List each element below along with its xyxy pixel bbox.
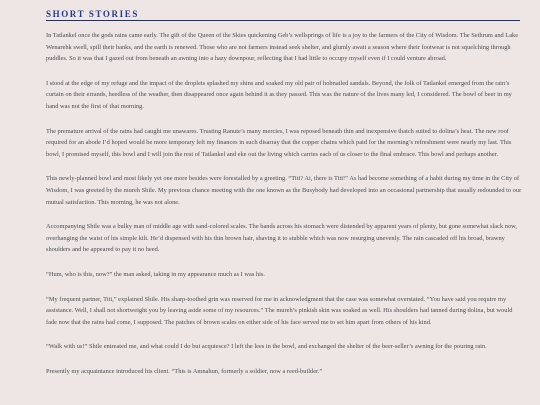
header-divider <box>46 20 520 21</box>
story-body <box>46 30 522 390</box>
story-paragraph-4: This newly-planned bowl and most likely yet one more besides were forestalled by a greeting. “Titi? Ai, there is Titi!” As had become something of a habit during my time in the City of Wisdom, I was greeted by the mureh Shile. My previous chance meeting with the one known as the Busybody had developed into an occasional partnership that usually redounded to our mutual satisfaction. This morning, he was not alone. <box>46 175 522 206</box>
story-paragraph-6: “Hum, who is this, now?” the man asked, taking in my appearance much as I was his. <box>46 270 266 278</box>
page-header <box>46 8 520 21</box>
section-title: SHORT STORIES <box>46 9 139 19</box>
story-paragraph-8: “Walk with us!” Shile entreated me, and what could I do but acquiesce? I left the lees in the bowl, and exchanged the shelter of the beer-seller’s awning for the pouring rain. <box>46 343 487 351</box>
story-paragraph-2: I stood at the edge of my refuge and the impact of the droplets splashed my shins and soaked my old pair of hobnailed sandals. Beyond, the folk of Tatlankel emerged from the rain’s curtain on their errands, heedless of the weather, then disappeared once again behind it as they passed. This was the nature of the lives many led, I considered. The bowl of beer in my hand was not the first of that morning. <box>46 79 512 110</box>
story-paragraph-5: Accompanying Shile was a bulky man of middle age with sand-colored scales. The bands across his stomach were distended by apparent years of plenty, but gone somewhat slack now, overhanging the waist of his simple kilt. He’d dispensed with his thin brown hair, shaving it to stubble which was now resurging unevenly. The rain cascaded off his broad, brawny shoulders and he appeared to pay it no heed. <box>46 223 517 254</box>
story-paragraph-9: Presently my acquaintance introduced his client. “This is Amnahun, formerly a soldier, now a reed-builder.” <box>46 367 323 375</box>
story-paragraph-1: In Tatlankel once the gods rains came early. The gift of the Queen of the Skies quickening Geb’s wellsprings of life is a joy to the farmers of the City of Wisdom. The Sethrum and Lake Wenarehk swell, spill their banks, and the earth is renewed. Those who are not farmers instead seek shelter, and glumly await a season where their footwear is not squelching through puddles. So it was that I gazed out from beneath an awning into a hazy downpour, reflecting that I had little to occupy myself even if I could venture abroad. <box>46 32 519 63</box>
story-paragraph-3: The premature arrival of the rains had caught me unawares. Trusting Ranute’s many mercies, I was reposed beneath thin and inexpensive thatch suited to dolina’s heat. The new roof required for an abode I’d hoped would be more temporary left my finances in such disarray that the copper chains which paid for the morning’s refreshment were nearly my last. This bowl, I promised myself, this bowl and I will join the rest of Tatlankel and eke out the living which carries each of us closer to the final embrace. This bowl and perhaps another. <box>46 127 512 158</box>
story-paragraph-7: “My frequent partner, Titi,” explained Shile. His sharp-toothed grin was reserved for me in acknowledgment that the case was somewhat overstated. “You have said you require my assistance. Well, I shall not shortweight you by leaving aside some of my resources.” The mureh’s pinkish skin was soaked as well. His shoulders had tanned during dolina, but would fade now that the rains had come, I supposed. The patches of brown scales on either side of his face served me to set him apart from others of his kind. <box>46 295 513 326</box>
